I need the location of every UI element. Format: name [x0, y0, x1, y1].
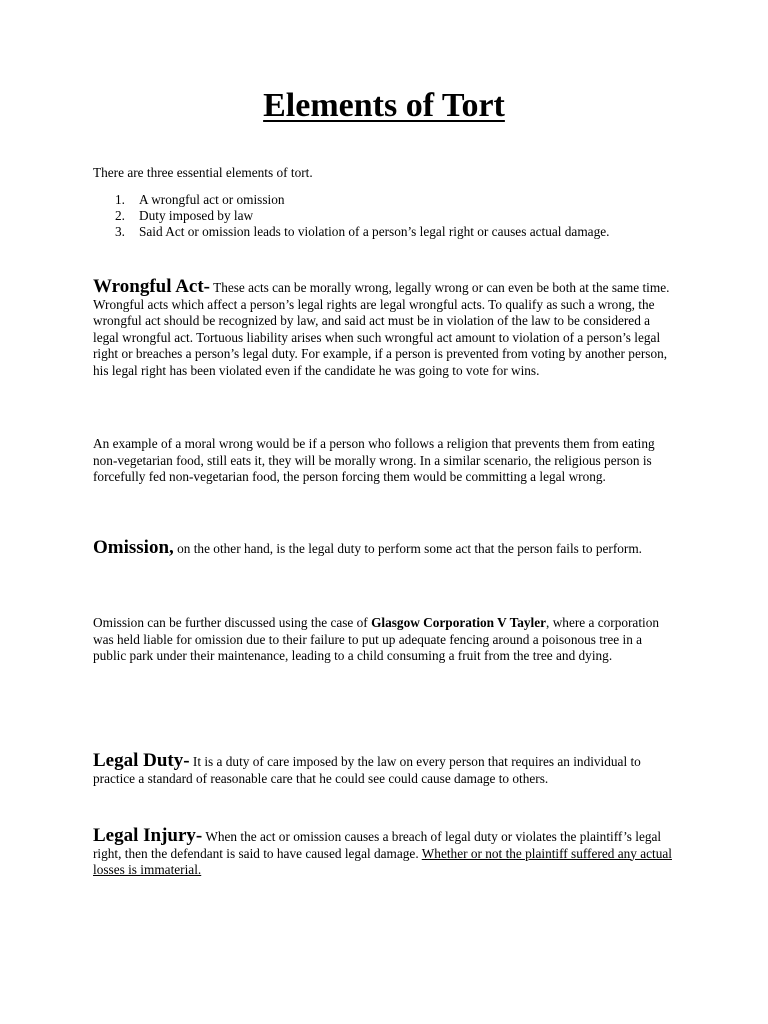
omission-text: on the other hand, is the legal duty to perform some act that the person fails to perform.	[173, 541, 642, 556]
list-item	[93, 224, 677, 240]
intro-paragraph: There are three essential elements of tort.	[93, 165, 313, 180]
legal-duty-text: It is a duty of care imposed by the law on every person that requires an individual to practice a standard of reasonable care that he could see could cause damage to others.	[93, 754, 641, 786]
page-title: Elements of Tort	[263, 87, 505, 124]
wrongful-act-heading: Wrongful Act-	[93, 276, 210, 297]
omission-paragraph	[93, 537, 677, 558]
glasgow-case-paragraph	[93, 615, 677, 665]
list-item-text: Said Act or omission leads to violation of a person’s legal right or causes actual damage.	[139, 224, 610, 240]
list-item-text: Duty imposed by law	[139, 208, 254, 224]
glasgow-text-before: Omission can be further discussed using the case of	[93, 615, 372, 630]
list-item-number: 3.	[115, 224, 125, 240]
wrongful-act-text: These acts can be morally wrong, legally wrong or can even be both at the same time. Wrongful acts which affect a person’s legal rights are legal wrongful acts. To qualify as such a wrong, the wrongful act should be recognized by law, and said act must be in violation of the law to be considered a legal wrongful act. Tortuous liability arises when such wrongful act amount to violation of a person’s legal right or breaches a person’s legal duty. For example, if a person is prevented from voting by another person, his legal right has been violated even if the candidate he was going to vote for wins.	[93, 280, 670, 378]
legal-duty-paragraph	[93, 750, 677, 787]
legal-injury-paragraph	[93, 825, 677, 879]
list-item-text: A wrongful act or omission	[139, 192, 285, 207]
elements-list	[93, 192, 677, 241]
legal-injury-text: When the act or omission causes a breach of legal duty or violates the plaintiff’s legal right, then the defendant is said to have caused legal damage.	[93, 829, 662, 861]
wrongful-act-paragraph	[93, 276, 677, 380]
legal-injury-underlined-text: Whether or not the plaintiff suffered any actual losses is immaterial.	[93, 845, 672, 878]
glasgow-text-after: , where a corporation was held liable for omission due to their failure to put up adequate fencing around a poisonous tree in a public park under their maintenance, leading to a child consuming a fruit from the tree and dying.	[93, 615, 660, 664]
case-name: Glasgow Corporation V Tayler	[371, 615, 547, 630]
legal-duty-heading: Legal Duty-	[93, 750, 190, 771]
moral-wrong-paragraph: An example of a moral wrong would be if a person who follows a religion that prevents them from eating non-vegetarian food, still eats it, they will be morally wrong. In a similar scenario, the religious person is forcefully fed non-vegetarian food, the person forcing them would be committing a legal wrong.	[93, 436, 655, 485]
omission-heading: Omission,	[93, 537, 174, 558]
list-item	[93, 192, 677, 208]
list-item-number: 1.	[115, 192, 125, 207]
list-item-number: 2.	[115, 208, 125, 224]
legal-injury-heading: Legal Injury-	[93, 825, 203, 846]
list-item	[93, 208, 677, 224]
